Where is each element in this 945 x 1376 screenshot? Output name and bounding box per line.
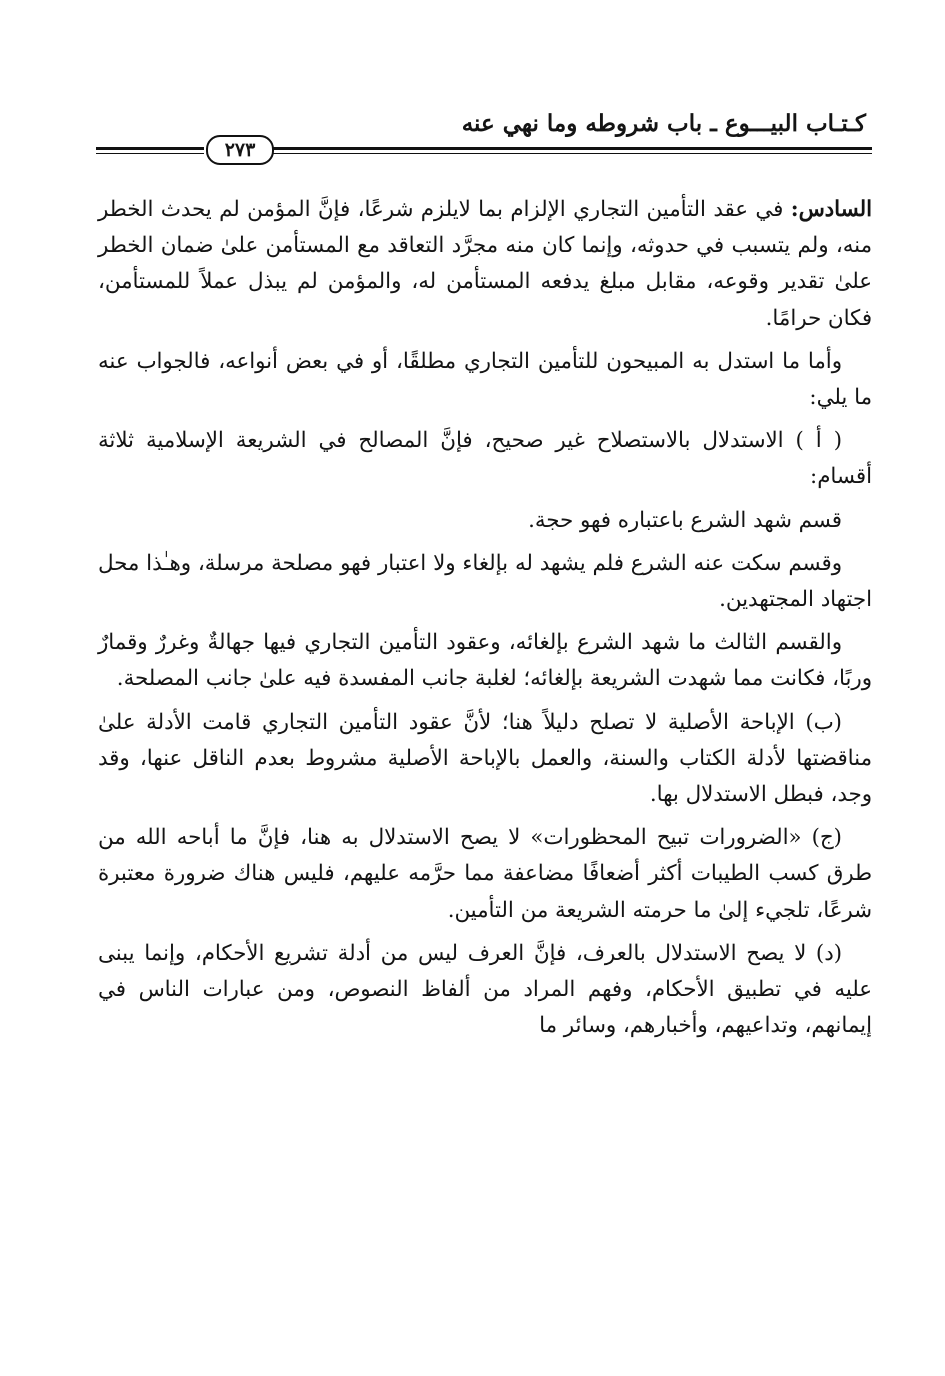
running-title: كـتـاب البيـــوع ـ باب شروطه وما نهي عنه	[461, 110, 866, 137]
paragraph-third-category: والقسم الثالث ما شهد الشرع بإلغائه، وعقود التأمين التجاري فيها جهالةٌ وغررٌ وقمارٌ وربًا، فكانت مما شهدت الشريعة بإلغائه؛ لغلبة جانب المفسدة فيه علىٰ جانب المصلحة.	[98, 630, 872, 692]
paragraph-objections-intro: وأما ما استدل به المبيحون للتأمين التجاري مطلقًا، أو في بعض أنواعه، فالجواب عنه ما يلي:	[98, 348, 872, 411]
paragraph-d: (د) لا يصح الاستدلال بالعرف، فإنَّ العرف ليس من أدلة تشريع الأحكام، وإنما يبنى عليه في تطبيق الأحكام، وفهم المراد من ألفاظ النصوص، ومن عبارات الناس في إيمانهم، وتداعيهم، وأخبارهم، وسائر ما	[98, 940, 872, 1039]
paragraph-c: (ج) «الضرورات تبيح المحظورات» لا يصح الاستدلال به هنا، فإنَّ ما أباحه الله من طرق كسب الطيبات أكثر أضعافًا مضاعفة مما حرَّمه عليهم، فليس هناك ضرورة معتبرة شرعًا، تلجيء إلىٰ ما حرمته الشريعة من التأمين.	[98, 825, 872, 923]
body-text	[98, 192, 872, 1051]
paragraph-b: (ب) الإباحة الأصلية لا تصلح دليلاً هنا؛ لأنَّ عقود التأمين التجاري قامت الأدلة علىٰ مناقضتها لأدلة الكتاب والسنة، والعمل بالإباحة الأصلية مشروط بعدم الناقل عنها، وقد وجد، فبطل الاستدلال بها.	[98, 709, 872, 808]
paragraph-second-category: وقسم سكت عنه الشرع فلم يشهد له بإلغاء ولا اعتبار فهو مصلحة مرسلة، وهـٰذا محل اجتهاد المجتهدين.	[98, 550, 872, 613]
paragraph-sixth	[98, 192, 872, 337]
paragraph-lead: السادس:	[790, 197, 872, 222]
paragraph-first-category: قسم شهد الشرع باعتباره فهو حجة.	[528, 507, 842, 533]
page-number: ٢٧٣	[206, 135, 274, 165]
page-header	[96, 104, 872, 164]
paragraph-a: ( أ ) الاستدلال بالاستصلاح غير صحيح، فإنَّ المصالح في الشريعة الإسلامية ثلاثة أقسام:	[98, 428, 872, 490]
paragraph-text: في عقد التأمين التجاري الإلزام بما لايلزم شرعًا، فإنَّ المؤمن لم يحدث الخطر منه، ولم يتسبب في حدوثه، وإنما كان منه مجرَّد التعاقد مع المستأمن علىٰ ضمان الخطر علىٰ تقدير وقوعه، مقابل مبلغ يدفعه المستأمن له، والمؤمن لم يبذل عملاً للمستأمن، فكان حرامًا.	[98, 197, 872, 331]
header-rule-left	[96, 147, 204, 154]
header-rule-right	[272, 147, 872, 154]
